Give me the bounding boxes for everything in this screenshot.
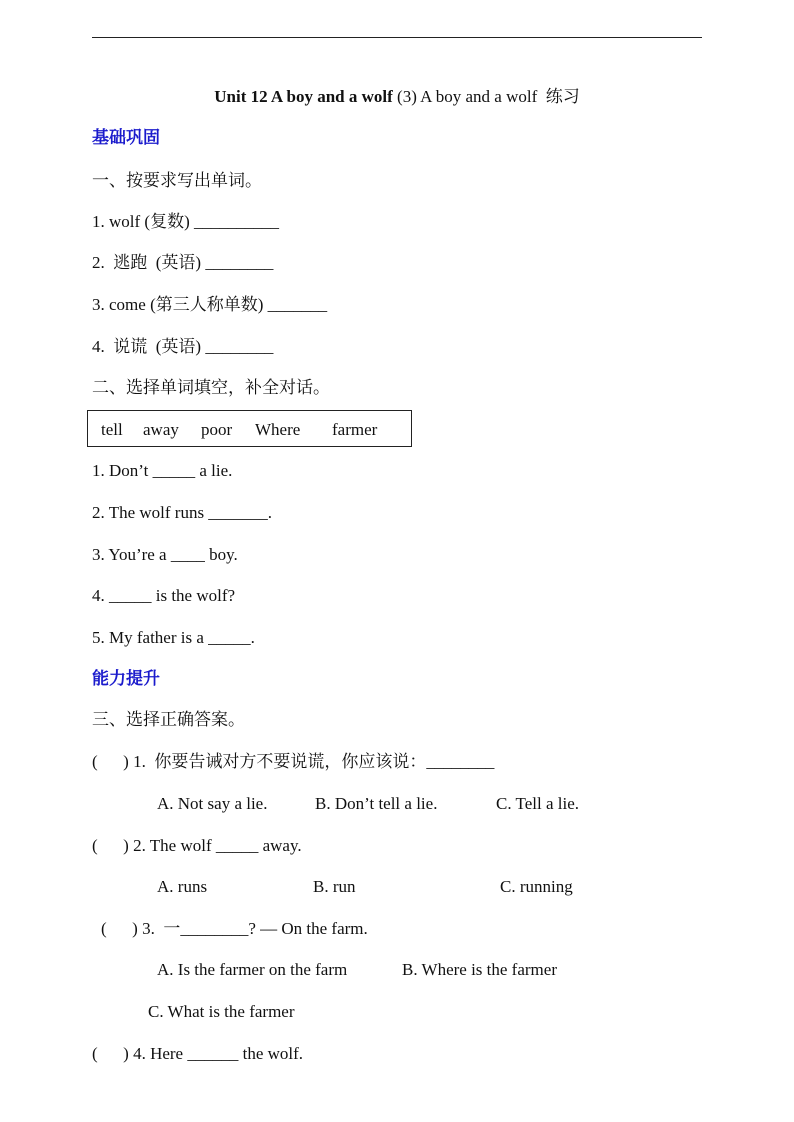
section-basic: 基础巩固 xyxy=(92,128,160,147)
part2-heading: 二、选择单词填空，补全对话。 xyxy=(92,378,330,397)
q2-option-b: B. run xyxy=(313,877,356,896)
page-title xyxy=(0,86,794,108)
part3-heading: 三、选择正确答案。 xyxy=(92,710,245,729)
q3-option-a: A. Is the farmer on the farm xyxy=(157,960,348,979)
word-bank-item: farmer xyxy=(332,420,378,439)
q1-option-c: C. Tell a lie. xyxy=(496,794,580,813)
part1-item-4: 4. 说谎 (英语) ________ xyxy=(92,337,274,356)
part1-heading: 一、按要求写出单词。 xyxy=(92,171,262,190)
title-bold: Unit 12 A boy and a wolf xyxy=(214,87,393,106)
question-4: ( ) 4. Here ______ the wolf. xyxy=(92,1044,304,1063)
word-bank-item: away xyxy=(143,420,179,439)
part2-item-5: 5. My father is a _____. xyxy=(92,628,255,647)
header-rule xyxy=(92,37,702,38)
word-bank-item: poor xyxy=(201,420,233,439)
part1-item-3: 3. come (第三人称单数) _______ xyxy=(92,295,328,314)
part2-item-1: 1. Don’t _____ a lie. xyxy=(92,461,233,480)
q3-option-b: B. Where is the farmer xyxy=(402,960,557,979)
question-2: ( ) 2. The wolf _____ away. xyxy=(92,836,302,855)
part2-item-2: 2. The wolf runs _______. xyxy=(92,503,273,522)
word-bank-item: tell xyxy=(101,420,123,439)
word-bank-item: Where xyxy=(255,420,301,439)
part1-item-1: 1. wolf (复数) __________ xyxy=(92,212,279,231)
q1-option-a: A. Not say a lie. xyxy=(157,794,268,813)
q2-option-c: C. running xyxy=(500,877,573,896)
q1-option-b: B. Don’t tell a lie. xyxy=(315,794,438,813)
question-1: ( ) 1. 你要告诫对方不要说谎，你应该说：________ xyxy=(92,752,495,771)
q2-option-a: A. runs xyxy=(157,877,208,896)
part2-item-3: 3. You’re a ____ boy. xyxy=(92,545,238,564)
part1-item-2: 2. 逃跑 (英语) ________ xyxy=(92,253,274,272)
section-advanced: 能力提升 xyxy=(92,669,160,688)
part2-item-4: 4. _____ is the wolf? xyxy=(92,586,236,605)
word-bank xyxy=(87,410,412,447)
q3-option-c: C. What is the farmer xyxy=(148,1002,295,1021)
title-rest: (3) A boy and a wolf 练习 xyxy=(392,87,580,106)
question-3: ( ) 3. 一________? — On the farm. xyxy=(101,919,368,938)
